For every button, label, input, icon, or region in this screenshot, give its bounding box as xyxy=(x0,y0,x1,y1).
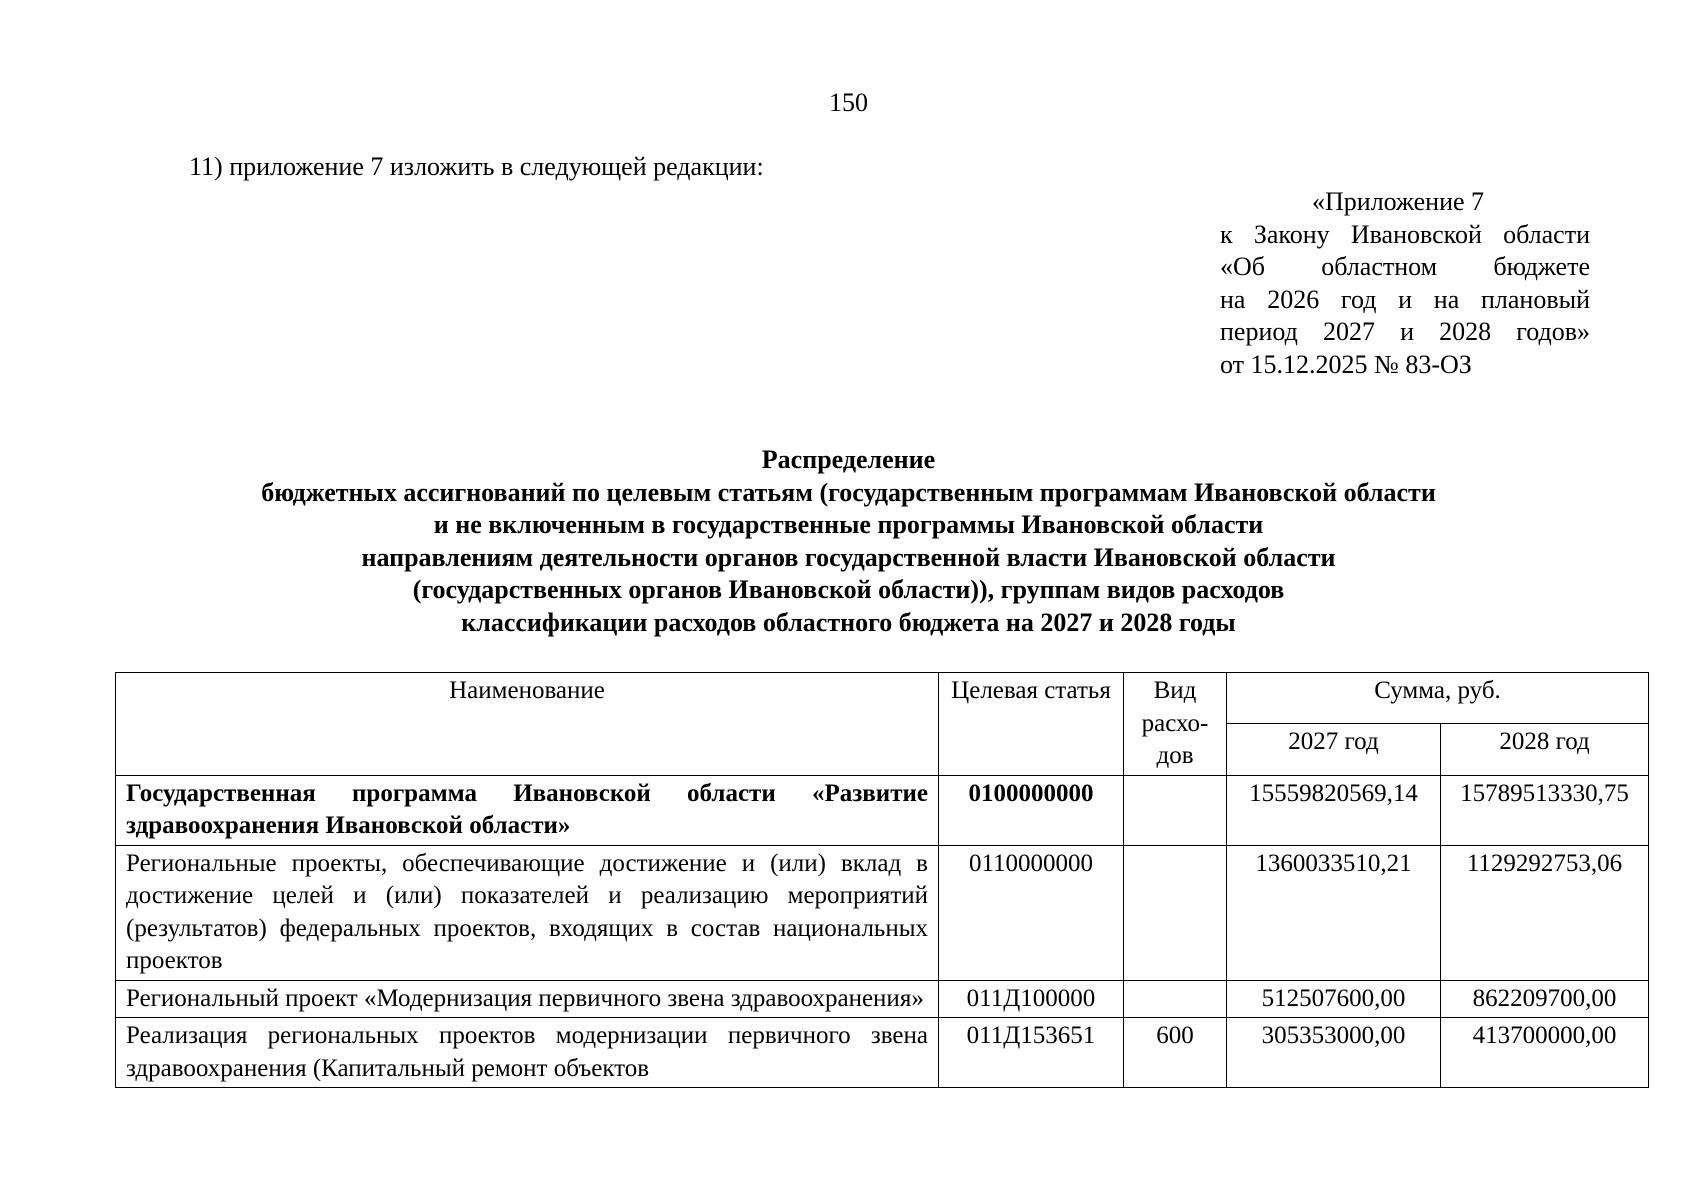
budget-table xyxy=(115,672,1649,1088)
row-sum-2027: 305353000,00 xyxy=(1227,1018,1441,1088)
row-sum-2028: 413700000,00 xyxy=(1441,1018,1649,1088)
row-name-cell xyxy=(116,1018,939,1088)
table-row xyxy=(116,1018,1649,1088)
annex-reference xyxy=(1220,186,1590,381)
header-name: Наименование xyxy=(116,673,939,776)
row-sum-2028: 862209700,00 xyxy=(1441,980,1649,1018)
row-sum-2028: 1129292753,06 xyxy=(1441,845,1649,980)
intro-paragraph: 11) приложение 7 изложить в следующей редакции: xyxy=(189,152,764,181)
table-header-row xyxy=(116,673,1649,724)
header-sum: Сумма, руб. xyxy=(1227,673,1649,724)
row-name: Государственная программа Ивановской области «Развитие здравоохранения Ивановской области» xyxy=(116,775,939,845)
header-year-2028: 2028 год xyxy=(1441,724,1649,775)
row-target-article: 011Д100000 xyxy=(939,980,1124,1018)
heading-line-2: бюджетных ассигнований по целевым статьям (государственным программам Ивановской области xyxy=(261,477,1436,507)
row-sum-2027: 512507600,00 xyxy=(1227,980,1441,1018)
heading-line-4: направлениям деятельности органов государственной власти Ивановской области xyxy=(361,542,1336,572)
row-target-article: 0100000000 xyxy=(939,775,1124,845)
annex-line-3: «Об областном бюджете xyxy=(1220,252,1590,281)
row-expense-kind xyxy=(1124,980,1227,1018)
heading-line-3: и не включенным в государственные программы Ивановской области xyxy=(433,510,1264,539)
annex-line-2: к Закону Ивановской области xyxy=(1220,219,1590,249)
annex-line-5: период 2027 и 2028 годов» xyxy=(1220,317,1590,346)
row-target-article: 0110000000 xyxy=(939,845,1124,980)
annex-line-6: от 15.12.2025 № 83-ОЗ xyxy=(1220,349,1472,379)
row-expense-kind xyxy=(1124,775,1227,845)
table-row xyxy=(116,980,1649,1018)
page-number: 150 xyxy=(829,88,868,117)
header-target-article: Целевая статья xyxy=(939,673,1124,776)
table-row xyxy=(116,775,1649,845)
row-name: Региональные проекты, обеспечивающие достижение и (или) вклад в достижение целей и (или) показателей и реализацию мероприятий (результатов) федеральных проектов, входящих в состав национальных проектов xyxy=(116,845,939,980)
header-year-2027: 2027 год xyxy=(1227,724,1441,775)
row-name: Реализация региональных проектов модернизации первичного звена здравоохранения (Капитальный ремонт объектов xyxy=(126,1022,928,1082)
row-name: Региональный проект «Модернизация первичного звена здравоохранения» xyxy=(116,980,939,1018)
row-sum-2027: 15559820569,14 xyxy=(1227,775,1441,845)
header-expense-kind: Вид расхо-дов xyxy=(1124,673,1227,776)
row-sum-2028: 15789513330,75 xyxy=(1441,775,1649,845)
row-expense-kind: 600 xyxy=(1124,1018,1227,1088)
row-expense-kind xyxy=(1124,845,1227,980)
table-row xyxy=(116,845,1649,980)
annex-line-1: «Приложение 7 xyxy=(1312,187,1485,216)
document-heading xyxy=(0,444,1697,639)
heading-line-1: Распределение xyxy=(761,445,936,474)
heading-line-6: классификации расходов областного бюджета на 2027 и 2028 годы xyxy=(461,607,1236,637)
heading-line-5: (государственных органов Ивановской области)), группам видов расходов xyxy=(412,575,1285,604)
row-sum-2027: 1360033510,21 xyxy=(1227,845,1441,980)
row-target-article: 011Д153651 xyxy=(939,1018,1124,1088)
annex-line-4: на 2026 год и на плановый xyxy=(1220,284,1590,314)
